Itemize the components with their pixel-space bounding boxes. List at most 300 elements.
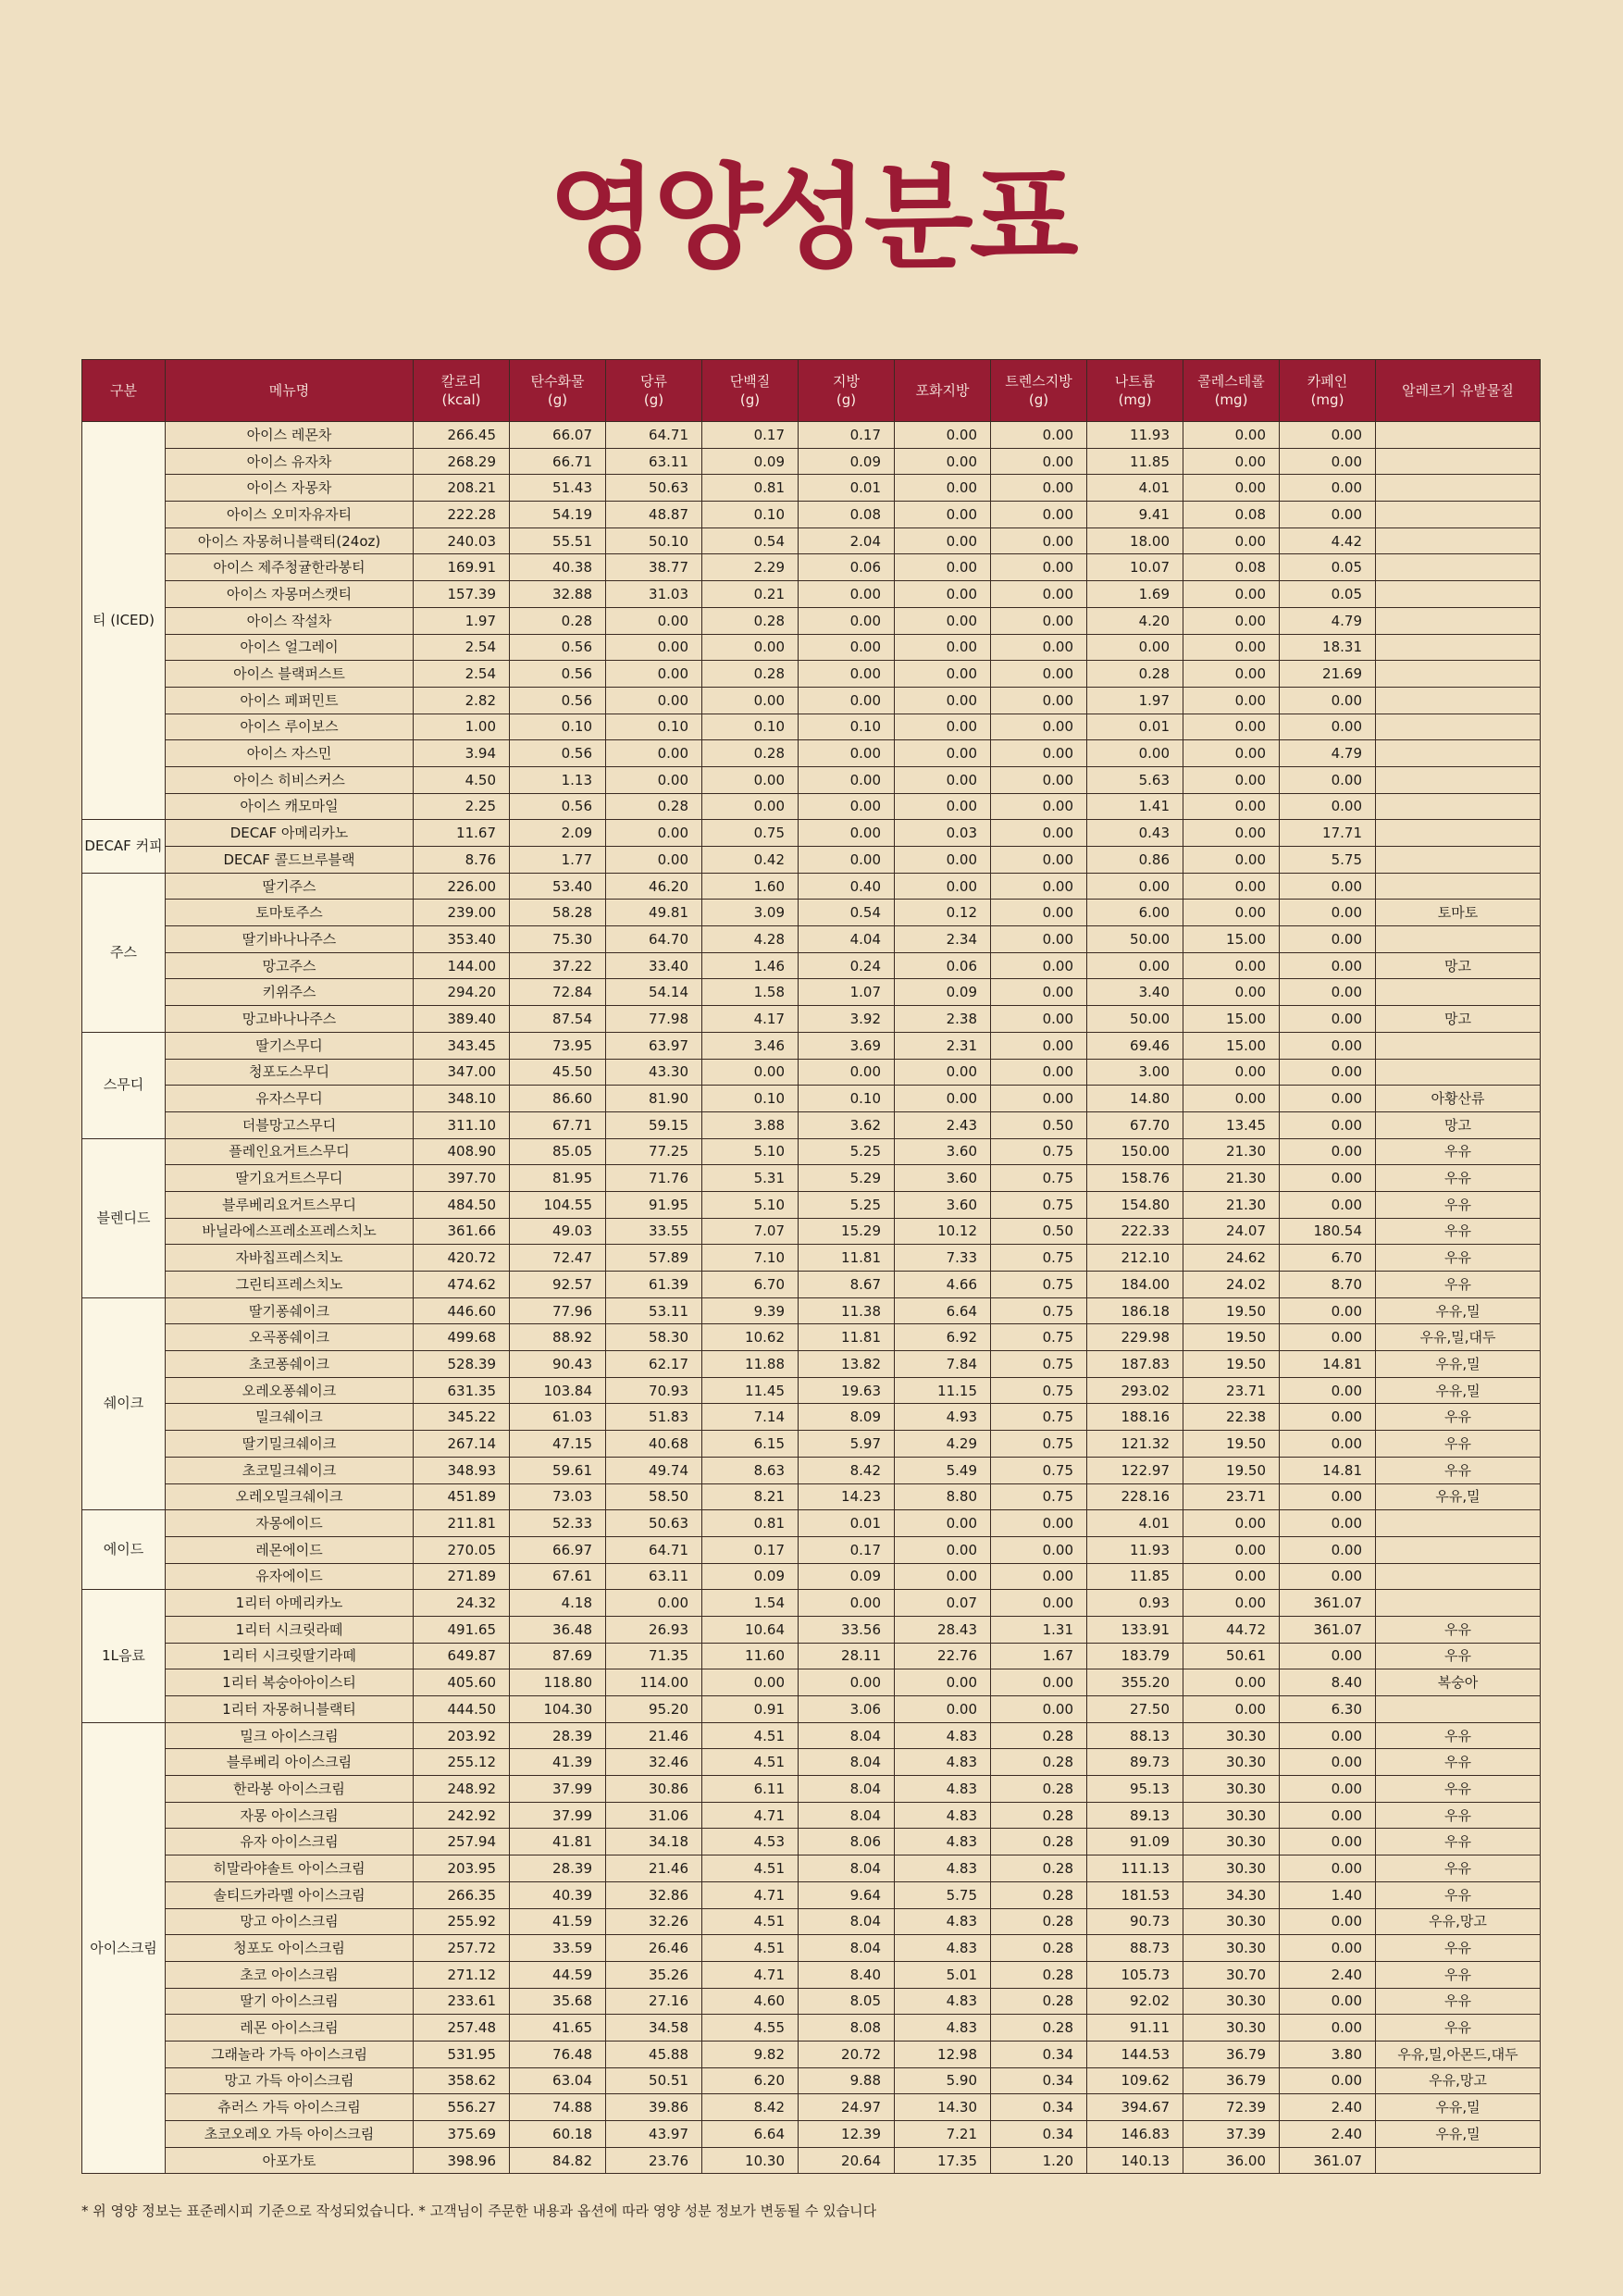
trans-fat-cell: 0.00 — [991, 554, 1087, 581]
caffeine-cell: 0.00 — [1280, 1086, 1376, 1112]
sodium-cell: 10.07 — [1087, 554, 1183, 581]
sodium-cell: 0.00 — [1087, 634, 1183, 661]
menu-name-cell: 1리터 시크릿딸기라떼 — [166, 1643, 414, 1669]
menu-name-cell: 솔티드카라멜 아이스크림 — [166, 1881, 414, 1908]
saturated-fat-cell: 0.00 — [895, 687, 991, 714]
protein-cell: 4.51 — [702, 1935, 799, 1962]
allergens-cell: 우유 — [1376, 1961, 1541, 1988]
header-protein: 단백질 (g) — [702, 360, 799, 422]
menu-name-cell: 아이스 캐모마일 — [166, 793, 414, 820]
cholesterol-cell: 0.00 — [1183, 979, 1280, 1006]
protein-cell: 0.17 — [702, 422, 799, 449]
carbs-cell: 72.84 — [510, 979, 606, 1006]
table-row — [82, 687, 1541, 714]
carbs-cell: 0.10 — [510, 714, 606, 740]
menu-name-cell: 딸기밀크쉐이크 — [166, 1431, 414, 1458]
protein-cell: 3.88 — [702, 1111, 799, 1138]
calories-cell: 1.00 — [414, 714, 510, 740]
calories-cell: 2.25 — [414, 793, 510, 820]
saturated-fat-cell: 4.83 — [895, 1749, 991, 1776]
sugar-cell: 70.93 — [606, 1377, 702, 1404]
sugar-cell: 0.10 — [606, 714, 702, 740]
saturated-fat-cell: 0.00 — [895, 475, 991, 502]
carbs-cell: 66.97 — [510, 1536, 606, 1563]
sugar-cell: 43.30 — [606, 1059, 702, 1086]
calories-cell: 474.62 — [414, 1272, 510, 1298]
menu-name-cell: 밀크쉐이크 — [166, 1404, 414, 1431]
trans-fat-cell: 0.00 — [991, 1669, 1087, 1696]
header-saturated-fat: 포화지방 — [895, 360, 991, 422]
allergens-cell — [1376, 634, 1541, 661]
trans-fat-cell: 0.00 — [991, 1510, 1087, 1537]
allergens-cell: 우유 — [1376, 1272, 1541, 1298]
saturated-fat-cell: 0.00 — [895, 740, 991, 767]
cholesterol-cell: 30.70 — [1183, 1961, 1280, 1988]
sodium-cell: 229.98 — [1087, 1324, 1183, 1351]
saturated-fat-cell: 3.60 — [895, 1138, 991, 1165]
caffeine-cell: 0.00 — [1280, 1431, 1376, 1458]
carbs-cell: 85.05 — [510, 1138, 606, 1165]
sodium-cell: 0.43 — [1087, 820, 1183, 847]
sugar-cell: 50.51 — [606, 2067, 702, 2094]
table-row — [82, 847, 1541, 874]
calories-cell: 271.12 — [414, 1961, 510, 1988]
caffeine-cell: 17.71 — [1280, 820, 1376, 847]
caffeine-cell: 0.00 — [1280, 1802, 1376, 1829]
protein-cell: 0.00 — [702, 1669, 799, 1696]
table-row — [82, 1324, 1541, 1351]
table-row — [82, 1431, 1541, 1458]
table-row — [82, 1138, 1541, 1165]
cholesterol-cell: 34.30 — [1183, 1881, 1280, 1908]
cholesterol-cell: 0.00 — [1183, 475, 1280, 502]
cholesterol-cell: 19.50 — [1183, 1457, 1280, 1483]
sugar-cell: 81.90 — [606, 1086, 702, 1112]
allergens-cell: 우유 — [1376, 1457, 1541, 1483]
trans-fat-cell: 0.75 — [991, 1457, 1087, 1483]
calories-cell: 4.50 — [414, 766, 510, 793]
fat-cell: 20.72 — [799, 2041, 895, 2067]
table-row — [82, 820, 1541, 847]
fat-cell: 0.01 — [799, 1510, 895, 1537]
carbs-cell: 77.96 — [510, 1297, 606, 1324]
protein-cell: 0.28 — [702, 740, 799, 767]
fat-cell: 8.67 — [799, 1272, 895, 1298]
table-row — [82, 979, 1541, 1006]
table-row — [82, 1563, 1541, 1590]
fat-cell: 11.81 — [799, 1324, 895, 1351]
table-row — [82, 1908, 1541, 1935]
trans-fat-cell: 0.75 — [991, 1351, 1087, 1378]
table-row — [82, 1669, 1541, 1696]
fat-cell: 8.04 — [799, 1935, 895, 1962]
menu-name-cell: 유자 아이스크림 — [166, 1829, 414, 1855]
saturated-fat-cell: 4.29 — [895, 1431, 991, 1458]
allergens-cell: 우유 — [1376, 1245, 1541, 1272]
table-row — [82, 1722, 1541, 1749]
menu-name-cell: 아이스 루이보스 — [166, 714, 414, 740]
sodium-cell: 183.79 — [1087, 1643, 1183, 1669]
calories-cell: 2.82 — [414, 687, 510, 714]
sugar-cell: 21.46 — [606, 1722, 702, 1749]
cholesterol-cell: 0.00 — [1183, 607, 1280, 634]
fat-cell: 0.08 — [799, 502, 895, 528]
sodium-cell: 0.00 — [1087, 740, 1183, 767]
caffeine-cell: 0.00 — [1280, 1988, 1376, 2015]
protein-cell: 8.42 — [702, 2094, 799, 2121]
caffeine-cell: 361.07 — [1280, 1590, 1376, 1617]
allergens-cell — [1376, 873, 1541, 900]
calories-cell: 257.94 — [414, 1829, 510, 1855]
caffeine-cell: 0.00 — [1280, 1776, 1376, 1803]
carbs-cell: 61.03 — [510, 1404, 606, 1431]
cholesterol-cell: 30.30 — [1183, 1722, 1280, 1749]
fat-cell: 9.64 — [799, 1881, 895, 1908]
trans-fat-cell: 0.34 — [991, 2094, 1087, 2121]
cholesterol-cell: 36.00 — [1183, 2147, 1280, 2174]
table-row — [82, 1111, 1541, 1138]
cholesterol-cell: 22.38 — [1183, 1404, 1280, 1431]
allergens-cell: 우유 — [1376, 1218, 1541, 1245]
sodium-cell: 0.28 — [1087, 661, 1183, 688]
trans-fat-cell: 0.00 — [991, 607, 1087, 634]
carbs-cell: 75.30 — [510, 926, 606, 953]
sugar-cell: 64.70 — [606, 926, 702, 953]
caffeine-cell: 0.00 — [1280, 502, 1376, 528]
fat-cell: 20.64 — [799, 2147, 895, 2174]
fat-cell: 0.40 — [799, 873, 895, 900]
protein-cell: 1.60 — [702, 873, 799, 900]
menu-name-cell: 망고 가득 아이스크림 — [166, 2067, 414, 2094]
calories-cell: 531.95 — [414, 2041, 510, 2067]
menu-name-cell: 청포도 아이스크림 — [166, 1935, 414, 1962]
cholesterol-cell: 13.45 — [1183, 1111, 1280, 1138]
category-cell: 에이드 — [82, 1510, 166, 1590]
cholesterol-cell: 19.50 — [1183, 1431, 1280, 1458]
allergens-cell: 우유 — [1376, 1935, 1541, 1962]
saturated-fat-cell: 4.83 — [895, 1935, 991, 1962]
cholesterol-cell: 44.72 — [1183, 1616, 1280, 1643]
caffeine-cell: 18.31 — [1280, 634, 1376, 661]
trans-fat-cell: 0.34 — [991, 2067, 1087, 2094]
table-row — [82, 502, 1541, 528]
fat-cell: 8.40 — [799, 1961, 895, 1988]
sugar-cell: 59.15 — [606, 1111, 702, 1138]
calories-cell: 347.00 — [414, 1059, 510, 1086]
carbs-cell: 33.59 — [510, 1935, 606, 1962]
menu-name-cell: 아이스 오미자유자티 — [166, 502, 414, 528]
protein-cell: 2.29 — [702, 554, 799, 581]
carbs-cell: 36.48 — [510, 1616, 606, 1643]
table-row — [82, 1165, 1541, 1192]
table-row — [82, 1749, 1541, 1776]
nutrition-table — [81, 359, 1541, 2174]
sugar-cell: 21.46 — [606, 1855, 702, 1882]
sugar-cell: 48.87 — [606, 502, 702, 528]
menu-name-cell: 레몬에이드 — [166, 1536, 414, 1563]
table-row — [82, 2041, 1541, 2067]
cholesterol-cell: 0.00 — [1183, 793, 1280, 820]
trans-fat-cell: 0.34 — [991, 2041, 1087, 2067]
caffeine-cell: 0.00 — [1280, 979, 1376, 1006]
calories-cell: 361.66 — [414, 1218, 510, 1245]
saturated-fat-cell: 0.00 — [895, 554, 991, 581]
allergens-cell — [1376, 527, 1541, 554]
cholesterol-cell: 30.30 — [1183, 1776, 1280, 1803]
caffeine-cell: 0.00 — [1280, 687, 1376, 714]
sugar-cell: 0.00 — [606, 661, 702, 688]
trans-fat-cell: 0.00 — [991, 1006, 1087, 1033]
cholesterol-cell: 0.00 — [1183, 1086, 1280, 1112]
caffeine-cell: 0.00 — [1280, 1483, 1376, 1510]
cholesterol-cell: 37.39 — [1183, 2121, 1280, 2148]
allergens-cell — [1376, 661, 1541, 688]
allergens-cell: 우유 — [1376, 2015, 1541, 2042]
calories-cell: 157.39 — [414, 581, 510, 608]
allergens-cell — [1376, 1563, 1541, 1590]
fat-cell: 0.54 — [799, 900, 895, 926]
menu-name-cell: 더블망고스무디 — [166, 1111, 414, 1138]
menu-name-cell: 아이스 자스민 — [166, 740, 414, 767]
saturated-fat-cell: 4.83 — [895, 1802, 991, 1829]
calories-cell: 211.81 — [414, 1510, 510, 1537]
cholesterol-cell: 0.00 — [1183, 847, 1280, 874]
caffeine-cell: 0.00 — [1280, 1563, 1376, 1590]
sugar-cell: 54.14 — [606, 979, 702, 1006]
sugar-cell: 40.68 — [606, 1431, 702, 1458]
sugar-cell: 31.06 — [606, 1802, 702, 1829]
menu-name-cell: 망고주스 — [166, 952, 414, 979]
protein-cell: 6.20 — [702, 2067, 799, 2094]
carbs-cell: 32.88 — [510, 581, 606, 608]
protein-cell: 1.58 — [702, 979, 799, 1006]
sugar-cell: 43.97 — [606, 2121, 702, 2148]
carbs-cell: 0.56 — [510, 687, 606, 714]
cholesterol-cell: 0.00 — [1183, 448, 1280, 475]
protein-cell: 0.17 — [702, 1536, 799, 1563]
protein-cell: 1.54 — [702, 1590, 799, 1617]
allergens-cell — [1376, 1059, 1541, 1086]
trans-fat-cell: 0.75 — [991, 1483, 1087, 1510]
trans-fat-cell: 0.00 — [991, 740, 1087, 767]
fat-cell: 8.04 — [799, 1749, 895, 1776]
allergens-cell: 우유 — [1376, 1165, 1541, 1192]
allergens-cell: 우유 — [1376, 1802, 1541, 1829]
allergens-cell: 우유,밀 — [1376, 2094, 1541, 2121]
calories-cell: 556.27 — [414, 2094, 510, 2121]
sugar-cell: 58.30 — [606, 1324, 702, 1351]
category-cell: DECAF 커피 — [82, 820, 166, 873]
menu-name-cell: 아이스 자몽머스캣티 — [166, 581, 414, 608]
sugar-cell: 46.20 — [606, 873, 702, 900]
calories-cell: 528.39 — [414, 1351, 510, 1378]
fat-cell: 0.01 — [799, 475, 895, 502]
calories-cell: 446.60 — [414, 1297, 510, 1324]
caffeine-cell: 0.00 — [1280, 1324, 1376, 1351]
table-row — [82, 1855, 1541, 1882]
caffeine-cell: 0.00 — [1280, 1377, 1376, 1404]
sugar-cell: 27.16 — [606, 1988, 702, 2015]
saturated-fat-cell: 0.00 — [895, 1059, 991, 1086]
cholesterol-cell: 19.50 — [1183, 1351, 1280, 1378]
cholesterol-cell: 0.00 — [1183, 1536, 1280, 1563]
menu-name-cell: 딸기주스 — [166, 873, 414, 900]
saturated-fat-cell: 0.06 — [895, 952, 991, 979]
sodium-cell: 88.73 — [1087, 1935, 1183, 1962]
fat-cell: 15.29 — [799, 1218, 895, 1245]
table-row — [82, 1881, 1541, 1908]
sodium-cell: 0.00 — [1087, 952, 1183, 979]
trans-fat-cell: 0.50 — [991, 1111, 1087, 1138]
cholesterol-cell: 30.30 — [1183, 1935, 1280, 1962]
carbs-cell: 28.39 — [510, 1722, 606, 1749]
carbs-cell: 60.18 — [510, 2121, 606, 2148]
protein-cell: 10.62 — [702, 1324, 799, 1351]
sodium-cell: 4.01 — [1087, 1510, 1183, 1537]
saturated-fat-cell: 2.31 — [895, 1032, 991, 1059]
calories-cell: 348.93 — [414, 1457, 510, 1483]
trans-fat-cell: 0.00 — [991, 475, 1087, 502]
caffeine-cell: 5.75 — [1280, 847, 1376, 874]
cholesterol-cell: 19.50 — [1183, 1324, 1280, 1351]
fat-cell: 0.06 — [799, 554, 895, 581]
protein-cell: 0.81 — [702, 475, 799, 502]
sugar-cell: 95.20 — [606, 1696, 702, 1723]
protein-cell: 0.28 — [702, 661, 799, 688]
sugar-cell: 64.71 — [606, 1536, 702, 1563]
saturated-fat-cell: 4.83 — [895, 1855, 991, 1882]
calories-cell: 2.54 — [414, 634, 510, 661]
menu-name-cell: 아이스 자몽허니블랙티(24oz) — [166, 527, 414, 554]
carbs-cell: 67.71 — [510, 1111, 606, 1138]
sodium-cell: 89.13 — [1087, 1802, 1183, 1829]
sodium-cell: 11.93 — [1087, 422, 1183, 449]
header-trans-fat: 트렌스지방 (g) — [991, 360, 1087, 422]
sodium-cell: 1.41 — [1087, 793, 1183, 820]
calories-cell: 420.72 — [414, 1245, 510, 1272]
fat-cell: 12.39 — [799, 2121, 895, 2148]
fat-cell: 0.00 — [799, 766, 895, 793]
menu-name-cell: 1리터 복숭아아이스티 — [166, 1669, 414, 1696]
carbs-cell: 63.04 — [510, 2067, 606, 2094]
cholesterol-cell: 0.00 — [1183, 952, 1280, 979]
caffeine-cell: 0.00 — [1280, 1643, 1376, 1669]
protein-cell: 4.71 — [702, 1961, 799, 1988]
sugar-cell: 64.71 — [606, 422, 702, 449]
sugar-cell: 32.86 — [606, 1881, 702, 1908]
allergens-cell — [1376, 766, 1541, 793]
menu-name-cell: 딸기바나나주스 — [166, 926, 414, 953]
calories-cell: 226.00 — [414, 873, 510, 900]
calories-cell: 257.72 — [414, 1935, 510, 1962]
saturated-fat-cell: 0.00 — [895, 873, 991, 900]
fat-cell: 8.42 — [799, 1457, 895, 1483]
trans-fat-cell: 0.28 — [991, 1935, 1087, 1962]
menu-name-cell: 츄러스 가득 아이스크림 — [166, 2094, 414, 2121]
caffeine-cell: 0.00 — [1280, 1006, 1376, 1033]
menu-name-cell: 그린티프레스치노 — [166, 1272, 414, 1298]
trans-fat-cell: 0.28 — [991, 1802, 1087, 1829]
carbs-cell: 51.43 — [510, 475, 606, 502]
caffeine-cell: 0.00 — [1280, 926, 1376, 953]
caffeine-cell: 6.70 — [1280, 1245, 1376, 1272]
header-sodium: 나트륨 (mg) — [1087, 360, 1183, 422]
caffeine-cell: 0.00 — [1280, 1297, 1376, 1324]
table-row — [82, 1776, 1541, 1803]
allergens-cell — [1376, 1590, 1541, 1617]
allergens-cell: 우유 — [1376, 1191, 1541, 1218]
cholesterol-cell: 24.07 — [1183, 1218, 1280, 1245]
sugar-cell: 34.18 — [606, 1829, 702, 1855]
menu-name-cell: 아이스 블랙퍼스트 — [166, 661, 414, 688]
sugar-cell: 50.63 — [606, 1510, 702, 1537]
calories-cell: 267.14 — [414, 1431, 510, 1458]
caffeine-cell: 0.00 — [1280, 1191, 1376, 1218]
header-allergens: 알레르기 유발물질 — [1376, 360, 1541, 422]
allergens-cell: 복숭아 — [1376, 1669, 1541, 1696]
sugar-cell: 0.00 — [606, 847, 702, 874]
sodium-cell: 11.85 — [1087, 448, 1183, 475]
sodium-cell: 14.80 — [1087, 1086, 1183, 1112]
table-row — [82, 475, 1541, 502]
sodium-cell: 50.00 — [1087, 1006, 1183, 1033]
allergens-cell: 우유 — [1376, 1988, 1541, 2015]
fat-cell: 0.09 — [799, 448, 895, 475]
saturated-fat-cell: 22.76 — [895, 1643, 991, 1669]
protein-cell: 4.51 — [702, 1908, 799, 1935]
protein-cell: 8.63 — [702, 1457, 799, 1483]
menu-name-cell: 망고 아이스크림 — [166, 1908, 414, 1935]
allergens-cell: 우유,밀 — [1376, 1483, 1541, 1510]
category-cell: 1L음료 — [82, 1590, 166, 1722]
caffeine-cell: 8.40 — [1280, 1669, 1376, 1696]
saturated-fat-cell: 4.83 — [895, 1722, 991, 1749]
allergens-cell: 우유,밀,대두 — [1376, 1324, 1541, 1351]
protein-cell: 4.60 — [702, 1988, 799, 2015]
fat-cell: 3.62 — [799, 1111, 895, 1138]
carbs-cell: 0.56 — [510, 634, 606, 661]
sugar-cell: 34.58 — [606, 2015, 702, 2042]
cholesterol-cell: 21.30 — [1183, 1191, 1280, 1218]
calories-cell: 24.32 — [414, 1590, 510, 1617]
carbs-cell: 47.15 — [510, 1431, 606, 1458]
sugar-cell: 32.46 — [606, 1749, 702, 1776]
caffeine-cell: 6.30 — [1280, 1696, 1376, 1723]
saturated-fat-cell: 4.83 — [895, 1776, 991, 1803]
protein-cell: 7.07 — [702, 1218, 799, 1245]
saturated-fat-cell: 0.00 — [895, 422, 991, 449]
calories-cell: 649.87 — [414, 1643, 510, 1669]
sugar-cell: 49.74 — [606, 1457, 702, 1483]
carbs-cell: 35.68 — [510, 1988, 606, 2015]
caffeine-cell: 2.40 — [1280, 1961, 1376, 1988]
sugar-cell: 61.39 — [606, 1272, 702, 1298]
fat-cell: 0.00 — [799, 581, 895, 608]
sugar-cell: 77.25 — [606, 1138, 702, 1165]
fat-cell: 3.06 — [799, 1696, 895, 1723]
menu-name-cell: 오레오퐁쉐이크 — [166, 1377, 414, 1404]
allergens-cell: 우유 — [1376, 1749, 1541, 1776]
sugar-cell: 26.93 — [606, 1616, 702, 1643]
trans-fat-cell: 0.75 — [991, 1377, 1087, 1404]
cholesterol-cell: 0.00 — [1183, 1510, 1280, 1537]
menu-name-cell: 아이스 레몬차 — [166, 422, 414, 449]
allergens-cell — [1376, 2147, 1541, 2174]
table-row — [82, 581, 1541, 608]
protein-cell: 5.10 — [702, 1191, 799, 1218]
caffeine-cell: 4.42 — [1280, 527, 1376, 554]
protein-cell: 11.88 — [702, 1351, 799, 1378]
